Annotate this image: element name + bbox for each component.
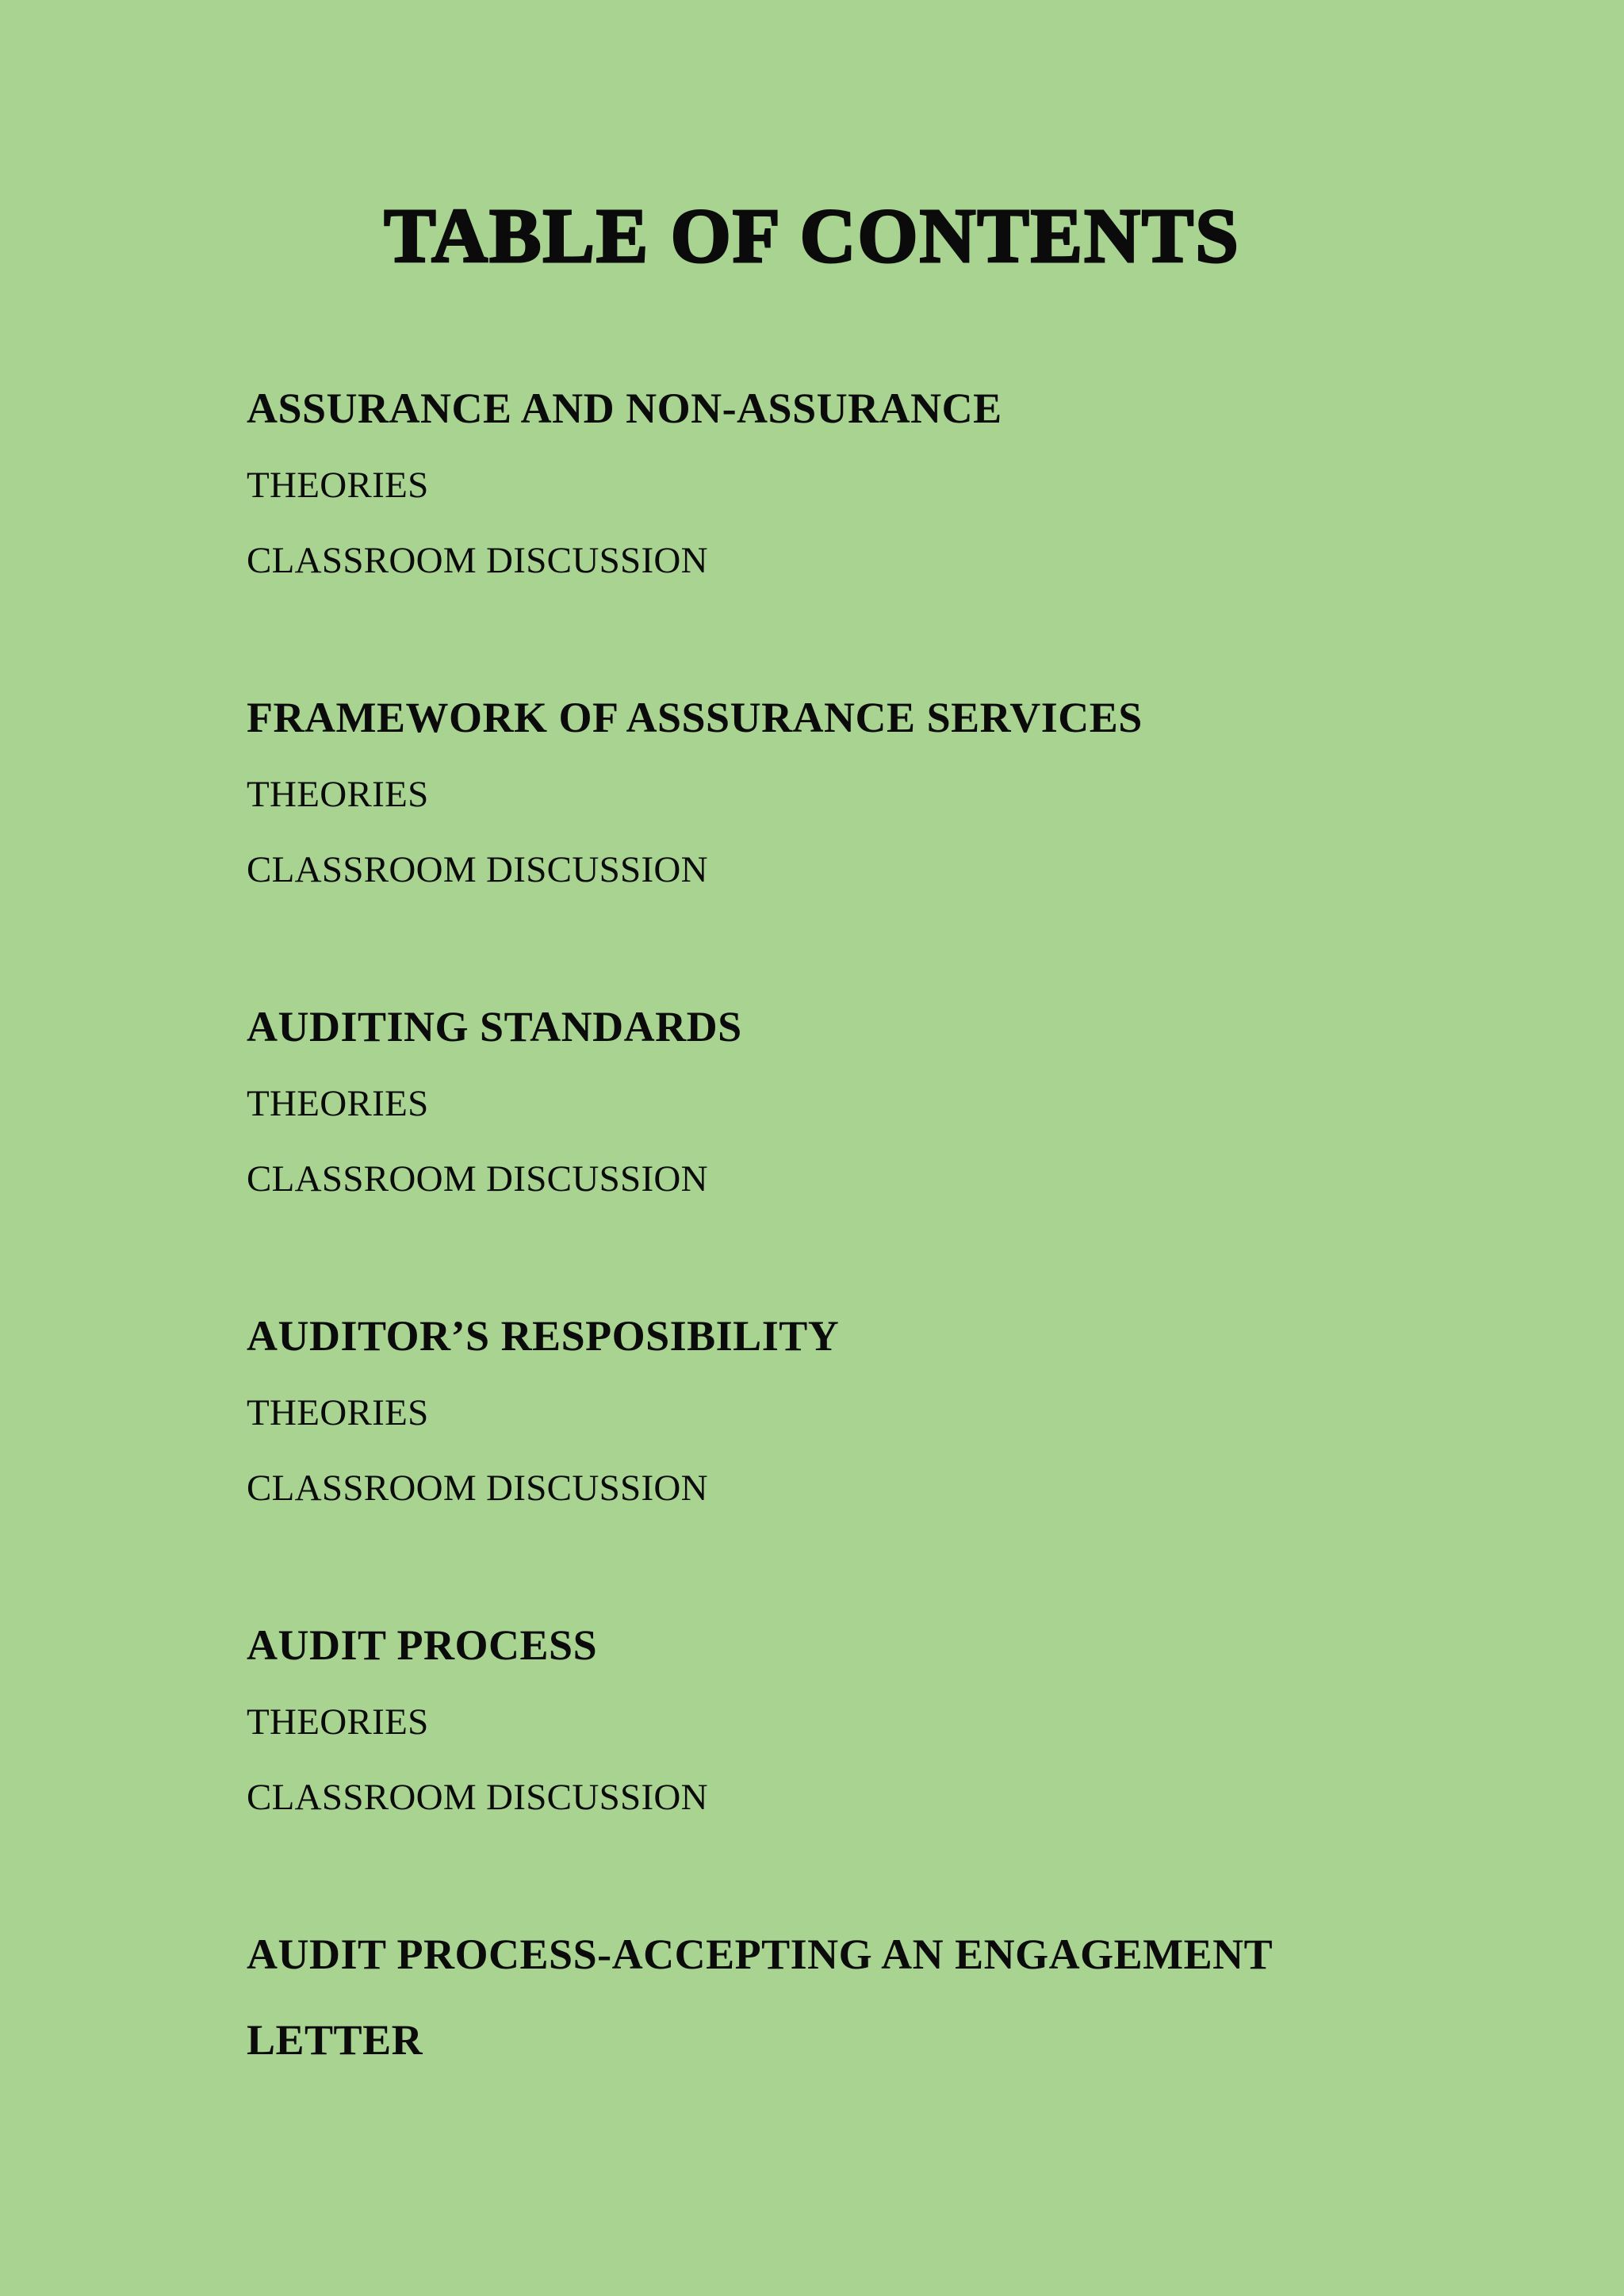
section-item-theories: THEORIES [247,1083,429,1124]
section-heading: FRAMEWORK OF ASSSURANCE SERVICES [247,694,1143,741]
section-item-classroom-discussion: CLASSROOM DISCUSSION [247,1158,708,1200]
toc-section-audit-process [247,1616,1436,1821]
section-item-classroom-discussion: CLASSROOM DISCUSSION [247,540,708,581]
toc-section-auditor-responsibility [247,1307,1436,1512]
toc-section-framework [247,688,1436,894]
section-item-theories: THEORIES [247,1701,429,1743]
section-item-theories: THEORIES [247,465,429,506]
section-item-theories: THEORIES [247,774,429,815]
section-item-classroom-discussion: CLASSROOM DISCUSSION [247,1777,708,1818]
section-item-classroom-discussion: CLASSROOM DISCUSSION [247,849,708,890]
section-heading: AUDITING STANDARDS [247,1003,742,1050]
section-heading-line: LETTER [247,2016,423,2064]
section-heading [247,1925,1436,2069]
section-heading: ASSURANCE AND NON-ASSURANCE [247,385,1002,432]
section-heading: AUDIT PROCESS [247,1621,598,1669]
toc-section-assurance [247,379,1436,584]
toc-section-accepting-engagement [247,1925,1436,2069]
section-item-classroom-discussion: CLASSROOM DISCUSSION [247,1468,708,1509]
toc-section-auditing-standards [247,997,1436,1203]
section-heading: AUDITOR’S RESPOSIBILITY [247,1312,840,1360]
section-item-theories: THEORIES [247,1392,429,1433]
page-title: TABLE OF CONTENTS [384,193,1240,279]
section-heading-line: AUDIT PROCESS-ACCEPTING AN ENGAGEMENT [247,1931,1274,1978]
